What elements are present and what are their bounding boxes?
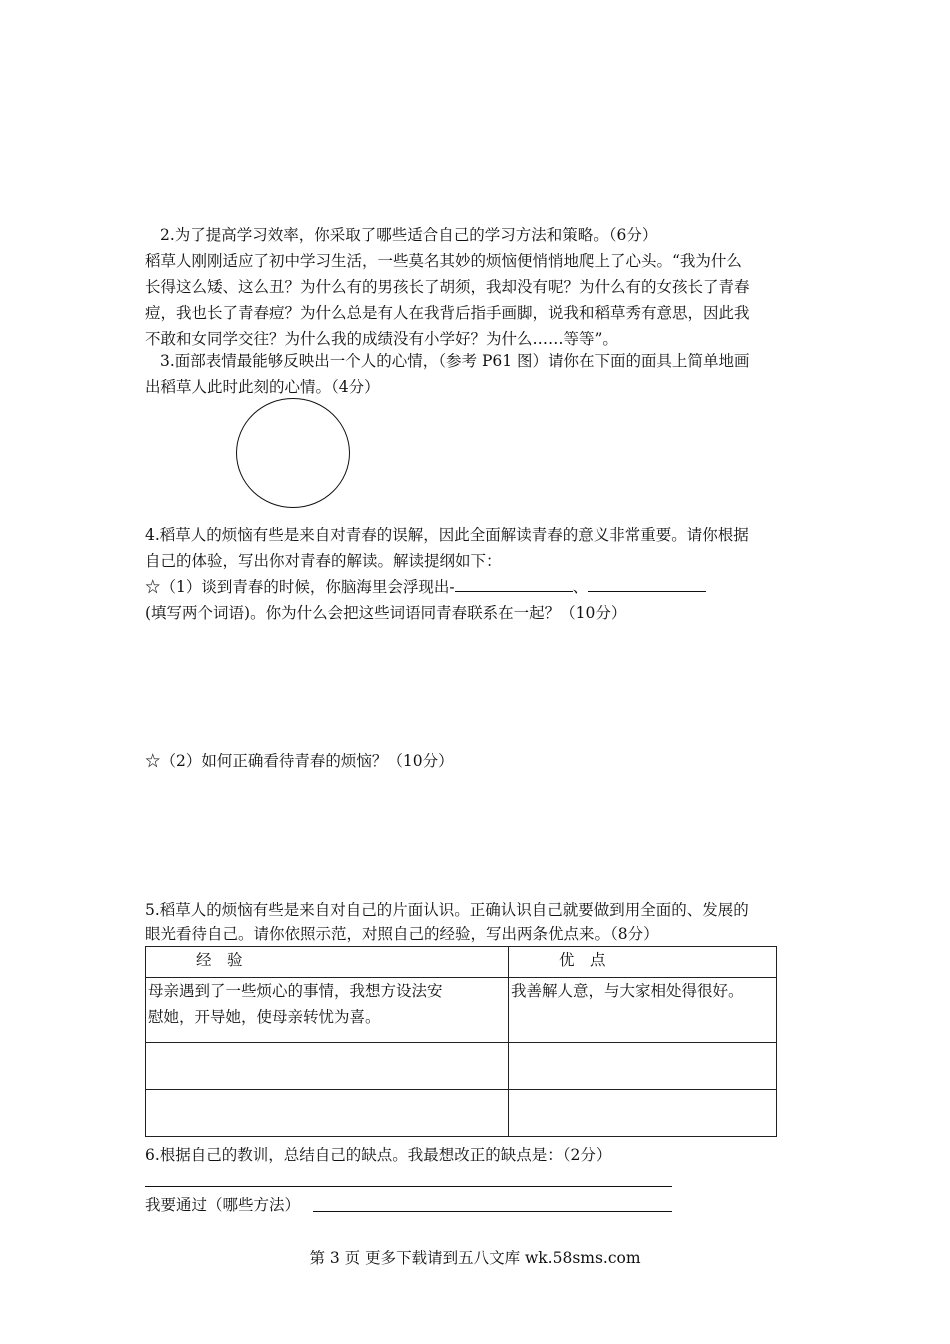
- header-merit: 优 点: [509, 947, 777, 978]
- blank-word-2[interactable]: [588, 575, 706, 592]
- q4-sub1-prefix: ☆（1）谈到青春的时候，你脑海里会浮现出-: [145, 578, 455, 596]
- blank-word-1[interactable]: [455, 575, 573, 592]
- page-footer: 第 3 页 更多下载请到五八文库 wk.58sms.com: [309, 1249, 641, 1267]
- q2-para-line: 不敢和女同学交往？为什么我的成绩没有小学好？为什么……等等”。: [145, 330, 618, 348]
- answer-experience-cell[interactable]: [146, 1090, 509, 1137]
- answer-merit-cell[interactable]: [509, 1043, 777, 1090]
- answer-line[interactable]: [313, 1211, 672, 1212]
- q6-line2: 我要通过（哪些方法）: [145, 1196, 301, 1214]
- table-header-row: [146, 947, 777, 978]
- table-row: [146, 1090, 777, 1137]
- answer-line[interactable]: [145, 1186, 672, 1187]
- q5-line1: 5.稻草人的烦恼有些是来自对自己的片面认识。正确认识自己就要做到用全面的、发展的: [145, 901, 749, 919]
- example-merit-cell: 我善解人意，与大家相处得很好。: [509, 978, 777, 1043]
- example-experience-cell: [146, 978, 509, 1043]
- q2-title: 2.为了提高学习效率，你采取了哪些适合自己的学习方法和策略。（6分）: [160, 226, 658, 244]
- q4-line1: 4.稻草人的烦恼有些是来自对青春的误解，因此全面解读青春的意义非常重要。请你根据: [145, 526, 749, 544]
- q3-line1: 3.面部表情最能够反映出一个人的心情，（参考 P61 图）请你在下面的面具上简单地画: [160, 352, 750, 370]
- header-experience: 经 验: [146, 947, 509, 978]
- q4-sub2: ☆（2）如何正确看待青春的烦恼？（10分）: [145, 752, 454, 770]
- q2-para-line: 痘，我也长了青春痘？为什么总是有人在我背后指手画脚，说我和稻草秀有意思，因此我: [145, 304, 750, 322]
- example-experience-line: 慰她，开导她，使母亲转忧为喜。: [148, 1008, 381, 1026]
- q2-para-line: 稻草人刚刚适应了初中学习生活，一些莫名其妙的烦恼便悄悄地爬上了心头。“我为什么: [145, 252, 742, 270]
- mask-drawing-circle[interactable]: [236, 398, 350, 508]
- q4-sub1-sep: 、: [572, 578, 589, 596]
- answer-experience-cell[interactable]: [146, 1043, 509, 1090]
- q6-line1: 6.根据自己的教训，总结自己的缺点。我最想改正的缺点是：（2分）: [145, 1146, 612, 1164]
- q4-sub1: [145, 574, 706, 600]
- table-row: [146, 978, 777, 1043]
- q2-para-line: 长得这么矮、这么丑？为什么有的男孩长了胡须，我却没有呢？为什么有的女孩长了青春: [145, 278, 750, 296]
- q4-line2: 自己的体验，写出你对青春的解读。解读提纲如下：: [145, 552, 502, 570]
- example-experience-line: 母亲遇到了一些烦心的事情，我想方设法安: [148, 982, 443, 1000]
- q3-line2: 出稻草人此时此刻的心情。（4分）: [145, 378, 380, 396]
- table-row: [146, 1043, 777, 1090]
- strengths-table: [145, 946, 777, 1137]
- answer-merit-cell[interactable]: [509, 1090, 777, 1137]
- q5-line2: 眼光看待自己。请你依照示范，对照自己的经验，写出两条优点来。（8分）: [145, 925, 659, 943]
- q4-sub1-line2: (填写两个词语)。你为什么会把这些词语同青春联系在一起？（10分）: [145, 604, 627, 622]
